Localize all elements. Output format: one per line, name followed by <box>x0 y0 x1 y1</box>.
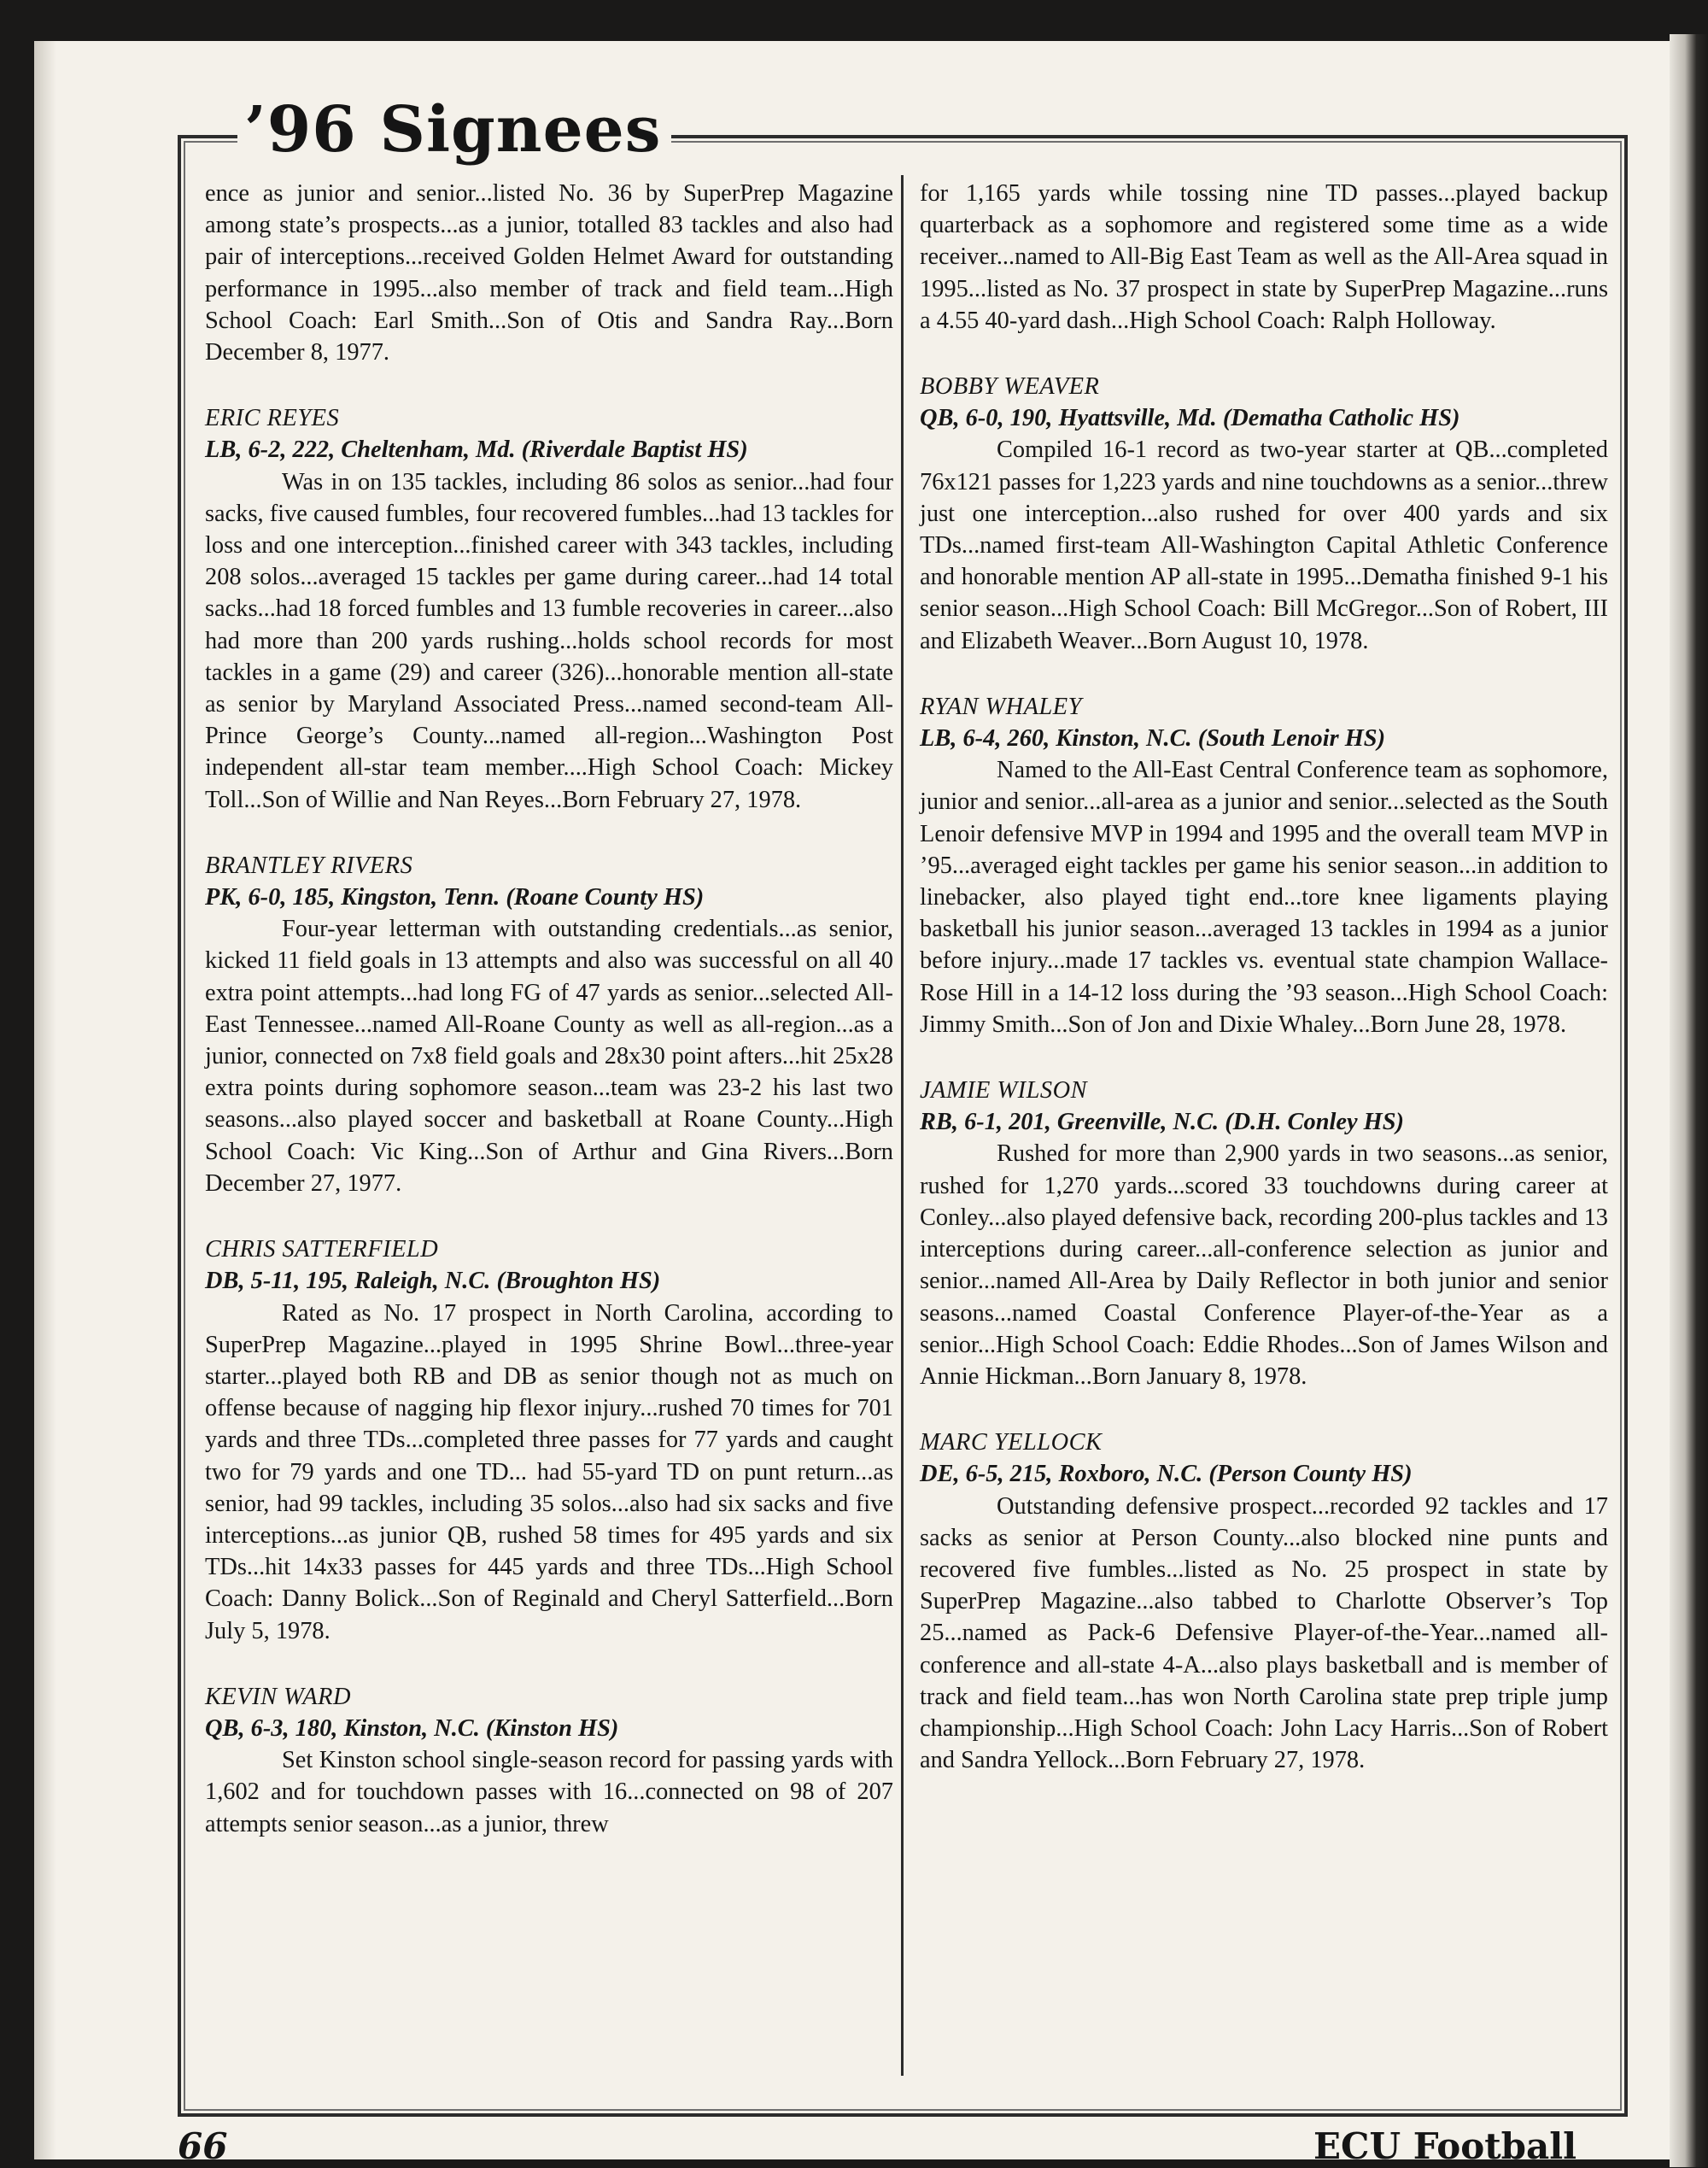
page-title: ’96 Signees <box>237 96 671 164</box>
player-entry-rivers <box>205 850 893 1199</box>
player-info: LB, 6-2, 222, Cheltenham, Md. (Riverdale Baptist HS) <box>205 437 748 464</box>
player-entry-ward <box>205 1681 893 1840</box>
player-bio: Rushed for more than 2,900 yards in two seasons...as senior, rushed for 1,270 yards...scored 33 touchdowns during career at Conley...also played defensive back, recording 200-plus tackles and 13 interceptions during career...all-conference selection as junior and senior...named All-Area by Daily Reflector in both junior and senior seasons...named Coastal Conference Player-of-the-Year as a senior...High School Coach: Eddie Rhodes...Son of James Wilson and Annie Hickman...Born January 8, 1978. <box>920 1140 1608 1390</box>
player-name: BOBBY WEAVER <box>920 373 1100 401</box>
player-name: RYAN WHALEY <box>920 693 1082 720</box>
player-name: MARC YELLOCK <box>920 1429 1103 1456</box>
player-bio: Set Kinston school single-season record for passing yards with 1,602 and for touchdown passes with 16...connected on 98 of 207 attempts senior season...as a junior, threw <box>205 1747 893 1837</box>
right-column <box>920 178 1608 1776</box>
player-bio: Compiled 16-1 record as two-year starter at QB...completed 76x121 passes for 1,223 yards and nine touchdowns as a senior...threw just one interception...also rushed for over 400 yards and six TDs...named first-team All-Washington Capital Athletic Conference and honorable mention AP all-state in 1995...Dematha finished 9-1 his senior season...High School Coach: Bill McGregor...Son of Robert, III and Elizabeth Weaver...Born August 10, 1978. <box>920 437 1608 654</box>
left-column <box>205 178 893 1840</box>
player-entry-whaley <box>920 691 1608 1040</box>
player-info: QB, 6-3, 180, Kinston, N.C. (Kinston HS) <box>205 1714 619 1742</box>
player-info: PK, 6-0, 185, Kingston, Tenn. (Roane County HS) <box>205 884 705 911</box>
player-entry-reyes <box>205 402 893 816</box>
player-name: JAMIE WILSON <box>920 1077 1088 1105</box>
player-bio: Rated as No. 17 prospect in North Carolina, according to SuperPrep Magazine...played in 1995 Shrine Bowl...three-year starter...played both RB and DB as senior though not as much on offense because of nagging hip flexor injury...rushed 70 times for 701 yards and three TDs...completed three passes for 77 yards and caught two for 79 yards and one TD... had 55-yard TD on punt return...as senior, had 99 tackles, including 35 solos...also had six sacks and five interceptions...as junior QB, rushed 58 times for 495 yards and six TDs...hit 14x33 passes for 445 yards and three TDs...High School Coach: Danny Bolick...Son of Reginald and Cheryl Satterfield...Born July 5, 1978. <box>205 1299 893 1644</box>
player-bio: Four-year letterman with outstanding credentials...as senior, kicked 11 field goals in 13 attempts and also was successful on all 40 extra point attempts...had long FG of 47 yards as senior...selected All-East Tennessee...named All-Roane County as well as all-region...as a junior, connected on 7x8 field goals and 28x30 point afters...hit 25x28 extra points during sophomore season...team was 23-2 his last two seasons...also played soccer and basketball at Roane County...High School Coach: Vic King...Son of Arthur and Gina Rivers...Born December 27, 1977. <box>205 916 893 1197</box>
continued-bio: for 1,165 yards while tossing nine TD passes...played backup quarterback as a sophomore and registered some time as a wide receiver...named to All-Big East Team as well as the All-Area squad in 1995...listed as No. 37 prospect in state by SuperPrep Magazine...runs a 4.55 40-yard dash...High School Coach: Ralph Holloway. <box>920 180 1608 334</box>
player-info: RB, 6-1, 201, Greenville, N.C. (D.H. Conley HS) <box>920 1109 1404 1136</box>
page-number: 66 <box>178 2125 228 2167</box>
player-name: CHRIS SATTERFIELD <box>205 1236 439 1263</box>
player-entry-yellock <box>920 1427 1608 1776</box>
player-name: BRANTLEY RIVERS <box>205 852 413 879</box>
player-info: DE, 6-5, 215, Roxboro, N.C. (Person County HS) <box>920 1461 1413 1488</box>
player-name: KEVIN WARD <box>205 1683 351 1710</box>
player-bio: Outstanding defensive prospect...recorded 92 tackles and 17 sacks as senior at Person County...also blocked nine punts and recovered five fumbles...listed as No. 25 prospect in state by SuperPrep Magazine...also tabbed to Charlotte Observer’s Top 25...named as Pack-6 Defensive Player-of-the-Year...named all-conference and all-state 4-A...also plays basketball and is member of track and field team...has won North Carolina state prep triple jump championship...High School Coach: John Lacy Harris...Son of Robert and Sandra Yellock...Born February 27, 1978. <box>920 1492 1608 1774</box>
publication-name: ECU Football <box>1313 2125 1577 2167</box>
page-edge <box>1670 34 1708 2167</box>
player-name: ERIC REYES <box>205 405 340 432</box>
player-bio: Named to the All-East Central Conference team as sophomore, junior and senior...all-area as a junior and senior...selected as the South Lenoir defensive MVP in 1994 and 1995 and the overall team MVP in ’95...averaged eight tackles per game his senior season...in addition to linebacker, also played tight end...tore knee ligaments playing basketball his junior season...averaged 13 tackles in 1994 as a junior before injury...made 17 tackles vs. eventual state champion Wallace-Rose Hill in a 14-12 loss during the ’93 season...High School Coach: Jimmy Smith...Son of Jon and Dixie Whaley...Born June 28, 1978. <box>920 757 1608 1038</box>
column-divider <box>901 175 904 2076</box>
continued-bio: ence as junior and senior...listed No. 36 by SuperPrep Magazine among state’s prospects...as a junior, totalled 83 tackles and also had pair of interceptions...received Golden Helmet Award for outstanding performance in 1995...also member of track and field team...High School Coach: Earl Smith...Son of Otis and Sandra Ray...Born December 8, 1977. <box>205 180 893 366</box>
player-info: LB, 6-4, 260, Kinston, N.C. (South Lenoir HS) <box>920 725 1386 753</box>
page-binding-shadow <box>34 41 56 2159</box>
player-entry-weaver <box>920 371 1608 657</box>
player-entry-satterfield <box>205 1233 893 1647</box>
player-bio: Was in on 135 tackles, including 86 solos as senior...had four sacks, five caused fumbles, four recovered fumbles...had 13 tackles for loss and one interception...finished career with 343 tackles, including 208 solos...averaged 15 tackles per game during career...had 14 total sacks...had 18 forced fumbles and 13 fumble recoveries in career...also had more than 200 yards rushing...holds school records for most tackles in a game (29) and career (326)...honorable mention all-state as senior by Maryland Associated Press...named second-team All-Prince George’s County...named all-region...Washington Post independent all-star team member....High School Coach: Mickey Toll...Son of Willie and Nan Reyes...Born February 27, 1978. <box>205 468 893 813</box>
player-info: DB, 5-11, 195, Raleigh, N.C. (Broughton HS) <box>205 1268 661 1295</box>
player-info: QB, 6-0, 190, Hyattsville, Md. (Dematha Catholic HS) <box>920 405 1460 432</box>
player-entry-wilson <box>920 1075 1608 1392</box>
